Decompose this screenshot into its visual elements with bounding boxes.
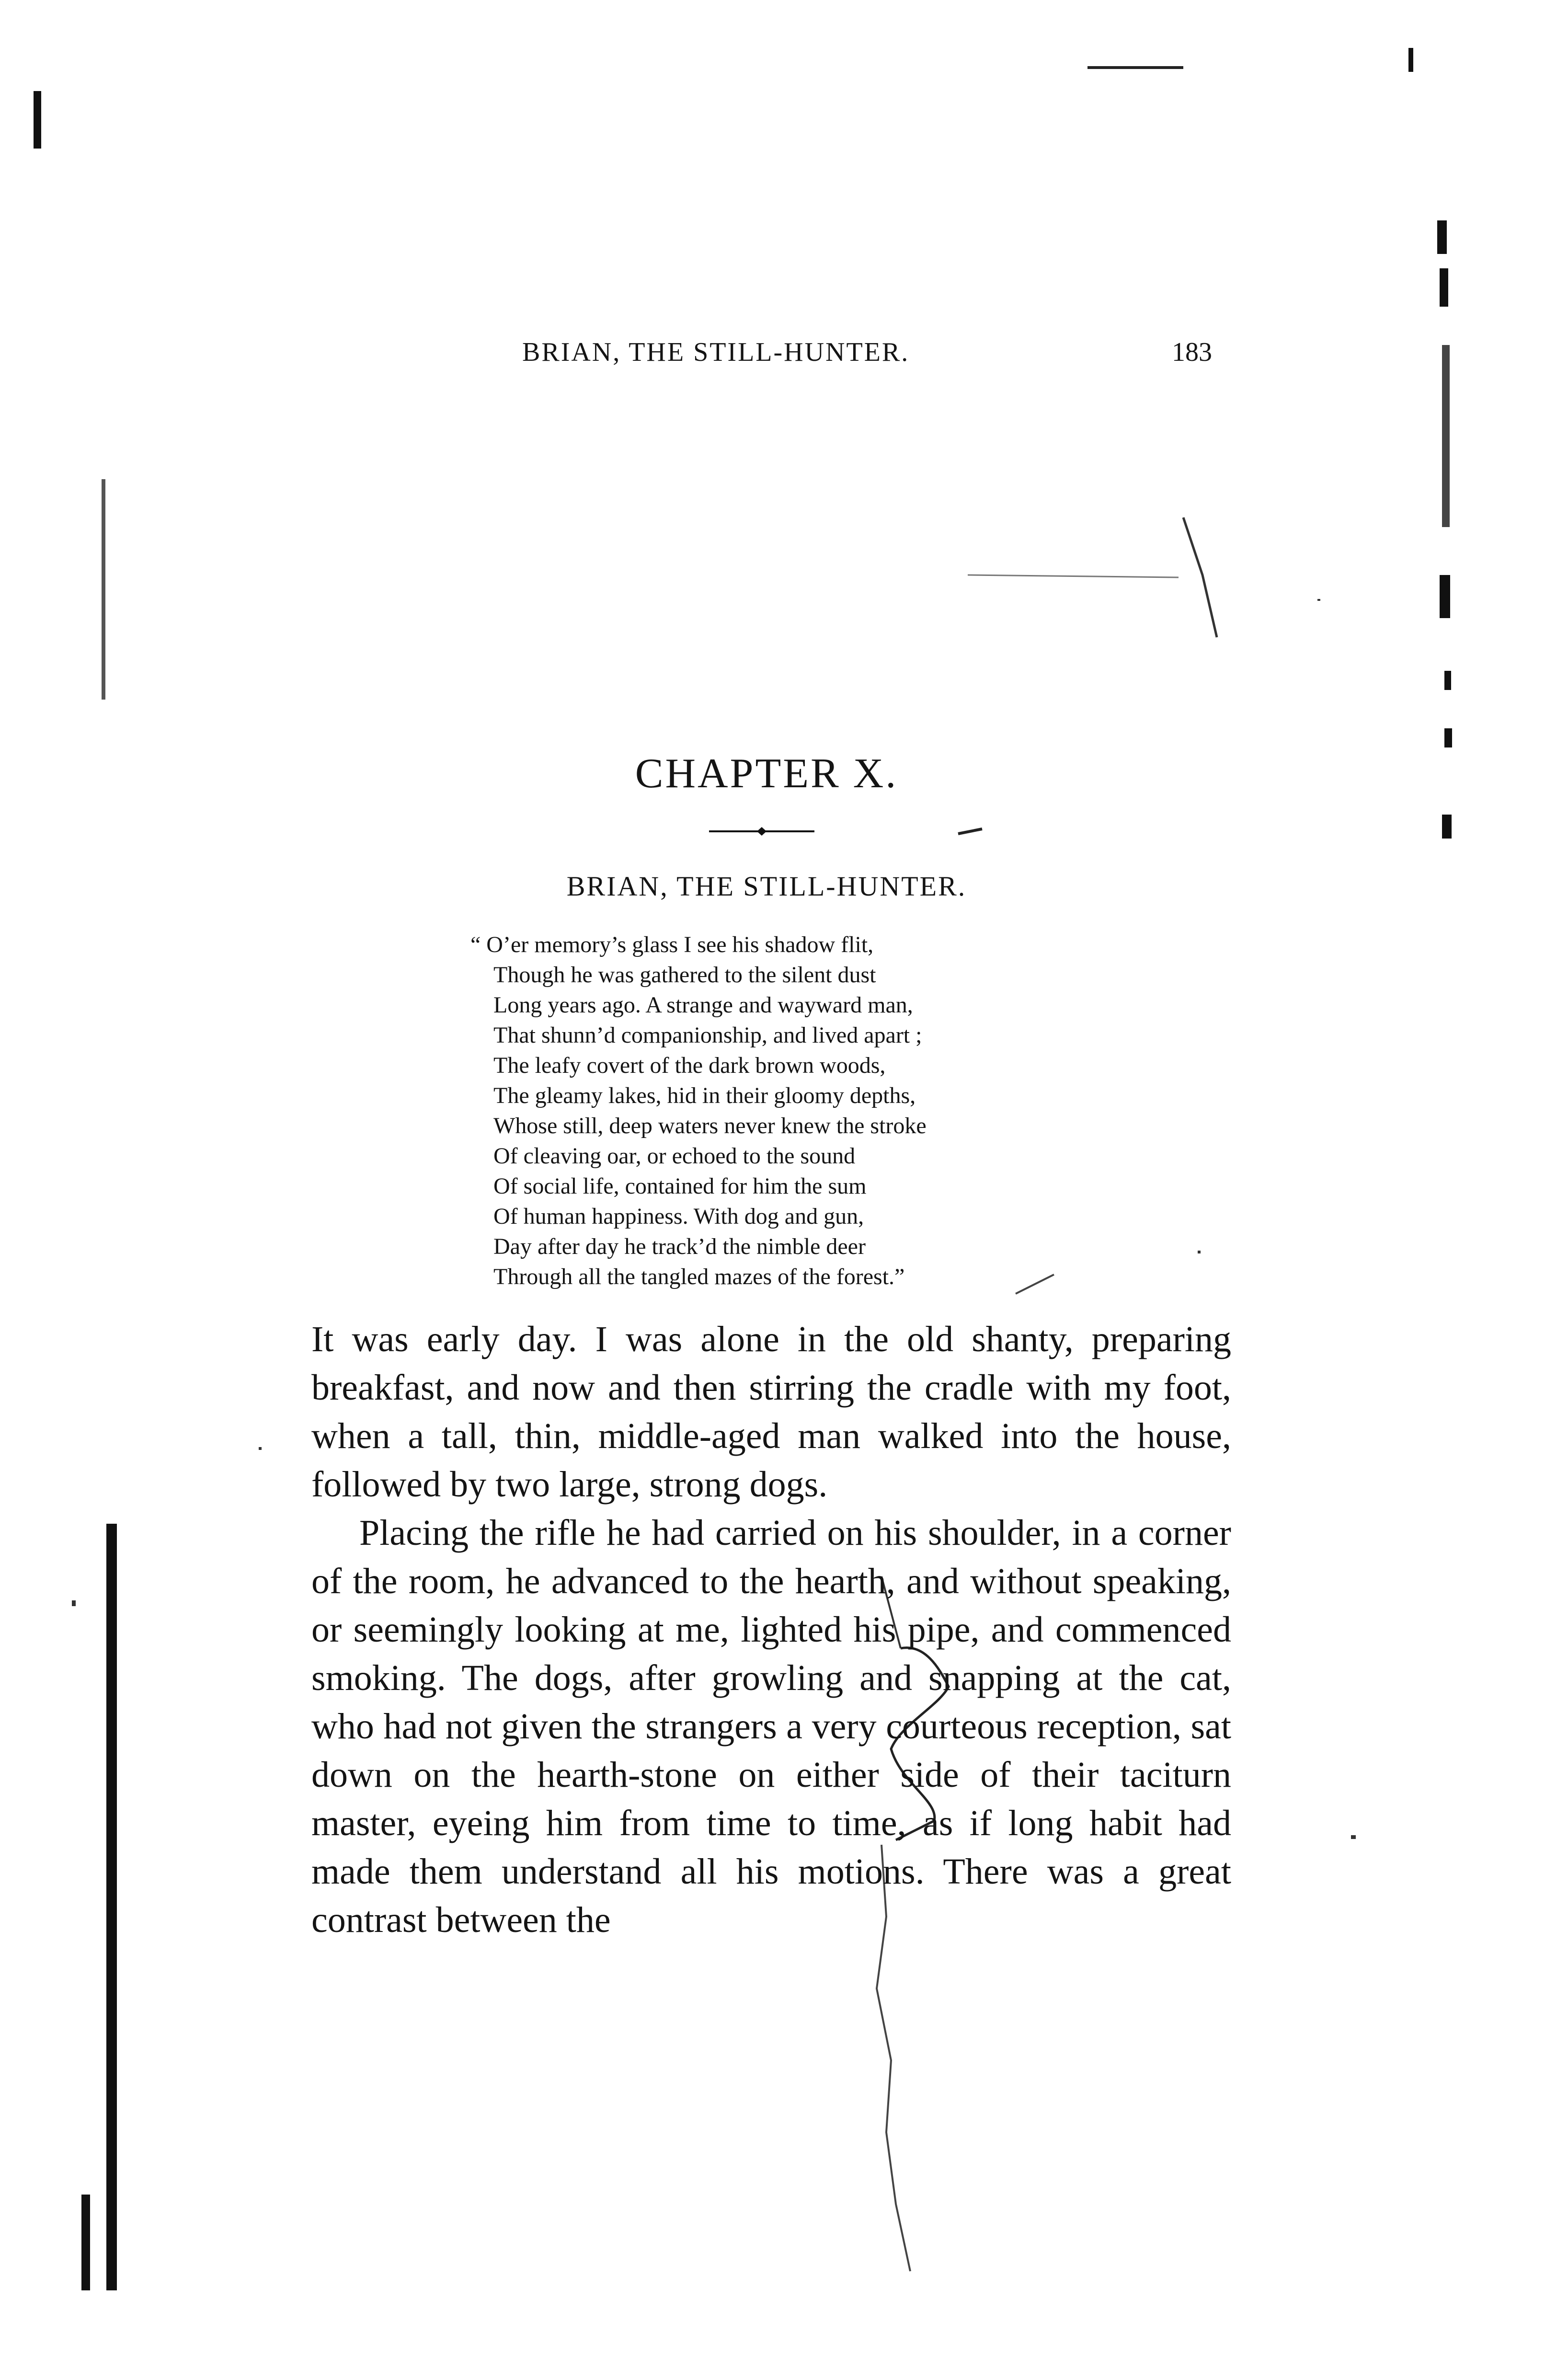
epigraph-line: Day after day he track’d the nimble deer [493, 1234, 866, 1259]
epigraph-line: The gleamy lakes, hid in their gloomy depths, [493, 1083, 916, 1108]
paragraph-2: Placing the rifle he had carried on his shoulder, in a corner of the room, he advanced to the hearth, and without speaking, or seemingly looking at me, lighted his pipe, and commenced smoking. The dogs, after growling and snapping at the cat, who had not given the strangers a very courteous reception, sat down on the hearth-stone on either side of their taciturn master, eyeing him from time to time, as if long habit had made them understand all his motions. There was a great contrast between the [311, 1513, 1231, 1940]
speck [259, 1447, 262, 1450]
epigraph-line: Of social life, contained for him the sum [493, 1173, 867, 1199]
left-binding-shadow-upper [102, 479, 105, 700]
right-edge-mark-7 [1442, 815, 1452, 839]
page-number: 183 [1172, 337, 1212, 367]
running-head [522, 331, 1212, 374]
epigraph-line: Of human happiness. With dog and gun, [493, 1204, 864, 1229]
top-right-scan-mark [1408, 48, 1413, 72]
epigraph-line: The leafy covert of the dark brown woods, [493, 1053, 886, 1078]
chapter-subtitle: BRIAN, THE STILL-HUNTER. [566, 871, 967, 902]
ornament-divider [709, 824, 814, 839]
right-edge-mark-5 [1444, 671, 1451, 690]
right-edge-mark-6 [1444, 728, 1452, 747]
epigraph-line: That shunn’d companionship, and lived apart ; [493, 1023, 922, 1048]
epigraph-line: Of cleaving oar, or echoed to the sound [493, 1143, 856, 1169]
speck [72, 1600, 76, 1606]
epigraph-line: Through all the tangled mazes of the forest.” [493, 1264, 905, 1289]
speck [1317, 599, 1320, 601]
right-edge-mark-3 [1442, 345, 1450, 527]
top-scan-mark [1087, 66, 1183, 69]
paragraph-1: It was early day. I was alone in the old shanty, preparing breakfast, and now and then stirring the cradle with my foot, when a tall, thin, middle-aged man walked into the house, followed by two large, strong dogs. [311, 1319, 1231, 1505]
chapter-heading: CHAPTER X. [635, 750, 898, 797]
speck [1198, 1251, 1201, 1253]
right-edge-mark-2 [1440, 268, 1448, 307]
speck [1351, 1835, 1356, 1839]
body-text [311, 1315, 1231, 1944]
epigraph-line: Whose still, deep waters never knew the stroke [493, 1113, 927, 1138]
epigraph-line: Long years ago. A strange and wayward man, [493, 992, 913, 1018]
right-edge-mark-4 [1440, 575, 1450, 618]
epigraph [460, 930, 1140, 1292]
left-corner-mark [34, 91, 41, 149]
right-edge-mark-1 [1437, 220, 1447, 254]
epigraph-line: Though he was gathered to the silent dust [493, 962, 876, 988]
epigraph-line: “ O’er memory’s glass I see his shadow flit, [470, 932, 874, 957]
left-binding-shadow [106, 1524, 117, 2290]
left-bottom-mark [81, 2195, 90, 2290]
running-title: BRIAN, THE STILL-HUNTER. [522, 337, 910, 367]
